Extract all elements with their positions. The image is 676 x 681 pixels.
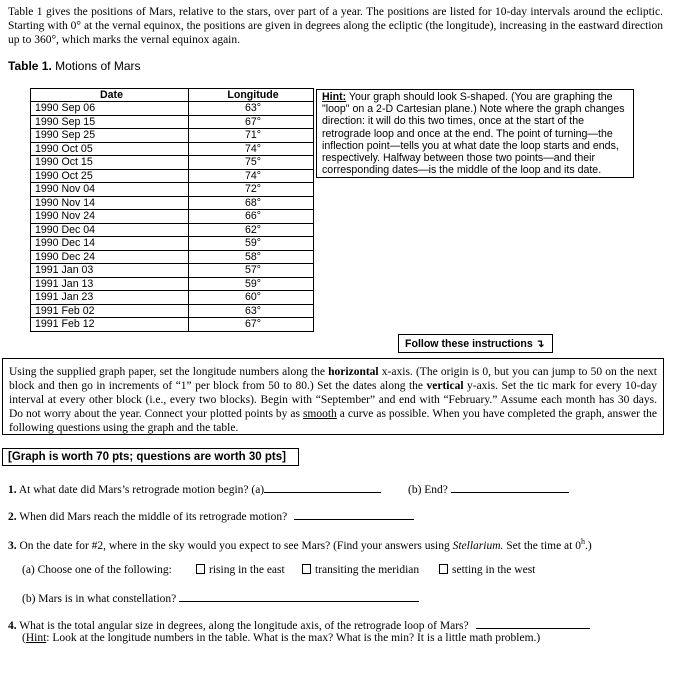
date-cell: 1990 Sep 06 [31,102,189,116]
question-4-hint [22,631,672,645]
question-3-text-3: .) [584,539,592,552]
longitude-cell: 67° [189,318,314,332]
date-cell: 1990 Dec 24 [31,250,189,264]
longitude-cell: 60° [189,291,314,305]
table-row [31,277,314,291]
date-cell: 1990 Sep 15 [31,115,189,129]
answer-line-3b[interactable] [179,590,419,602]
question-2-number: 2. [8,511,17,523]
table-row [31,183,314,197]
table-title [8,59,141,73]
answer-line-2[interactable] [294,508,414,520]
date-cell: 1991 Feb 02 [31,304,189,318]
table-header-row [31,89,314,102]
intro-paragraph: Table 1 gives the positions of Mars, relative to the stars, over part of a year. The positions are listed for 10-day intervals around the ecliptic. Starting with 0° at the vernal equinox, the positions are given in degrees along the ecliptic (the longitude), increasing in the eastward direction up to 360°, which marks the vernal equinox again. [8,6,663,46]
table-row [31,304,314,318]
question-3-text-2: Set the time at 0 [503,539,581,552]
longitude-cell: 66° [189,210,314,224]
checkbox-setting[interactable] [439,564,448,574]
question-4-text: What is the total angular size in degrees, along the longitude axis, of the retrograde loop of Mars? [19,620,469,632]
question-3b-label: (b) Mars is in what constellation? [22,593,177,605]
table-row [31,169,314,183]
table-title-text: Motions of Mars [51,59,141,73]
table-row [31,196,314,210]
question-1-end-label: (b) End? [408,484,448,496]
instructions-box [2,358,664,435]
question-2-text: When did Mars reach the middle of its retrograde motion? [19,511,288,523]
table-title-number: Table 1. [8,59,52,73]
instructions-text-4: a curve as possible. When you have completed the graph, answer the following questions using the graph and the table. [9,408,657,434]
option-rising[interactable] [196,563,285,577]
question-4-number: 4. [8,620,17,632]
longitude-cell: 75° [189,156,314,170]
option-setting-label: setting in the west [452,564,536,576]
instructions-text-1: Using the supplied graph paper, set the longitude numbers along the [9,366,329,378]
column-header-date: Date [31,89,189,102]
question-1-text: At what date did Mars’s retrograde motion begin? (a) [18,484,265,496]
follow-instructions-box: Follow these instructions ↴ [398,334,553,353]
option-transiting[interactable] [302,563,419,577]
checkbox-transiting[interactable] [302,564,311,574]
hint-label: Hint: [322,91,347,103]
date-cell: 1990 Dec 14 [31,237,189,251]
date-cell: 1991 Jan 13 [31,277,189,291]
longitude-cell: 58° [189,250,314,264]
table-row [31,264,314,278]
instructions-horizontal: horizontal [328,366,379,378]
points-worth-box: [Graph is worth 70 pts; questions are worth 30 pts] [2,448,299,466]
option-transiting-label: transiting the meridian [315,564,420,576]
date-cell: 1990 Nov 24 [31,210,189,224]
question-3a-label: (a) Choose one of the following: [22,564,172,576]
date-cell: 1990 Sep 25 [31,129,189,143]
date-cell: 1990 Dec 04 [31,223,189,237]
longitude-cell: 63° [189,304,314,318]
question-3 [8,535,673,553]
table-row [31,102,314,116]
instructions-smooth: smooth [302,408,337,420]
date-cell: 1990 Oct 15 [31,156,189,170]
option-rising-label: rising in the east [209,564,285,576]
longitude-cell: 68° [189,196,314,210]
date-cell: 1991 Feb 12 [31,318,189,332]
question-3-stellarium: Stellarium. [452,539,504,552]
table-body [31,102,314,332]
column-header-longitude: Longitude [189,89,314,102]
question-4-hint-paren: ( [22,632,26,644]
question-4-hint-text: : Look at the longitude numbers in the table. What is the max? What is the min? It is a little math problem.) [46,632,541,644]
table-row [31,156,314,170]
question-3b [22,590,672,606]
answer-line-1a[interactable] [264,481,381,493]
mars-positions-table [30,88,314,332]
table-row [31,237,314,251]
question-3-number: 3. [8,539,17,552]
table-row [31,223,314,237]
table-row [31,210,314,224]
longitude-cell: 72° [189,183,314,197]
table-row [31,318,314,332]
longitude-cell: 59° [189,237,314,251]
table-row [31,291,314,305]
option-setting[interactable] [439,563,535,577]
table-row [31,115,314,129]
table-row [31,129,314,143]
table-row [31,142,314,156]
answer-line-1b[interactable] [451,481,569,493]
question-2 [8,508,668,524]
date-cell: 1990 Nov 14 [31,196,189,210]
date-cell: 1991 Jan 23 [31,291,189,305]
longitude-cell: 62° [189,223,314,237]
longitude-cell: 59° [189,277,314,291]
hint-box [316,89,634,178]
date-cell: 1990 Nov 04 [31,183,189,197]
date-cell: 1990 Oct 05 [31,142,189,156]
hint-text: Your graph should look S-shaped. (You are graphing the "loop" on a 2-D Cartesian plane.) Note where the graph changes direction: it will do this two times, once at the start of the retrograde loop and once at the end. The point of turning—the inflection point—tells you at what date the loop starts and ends, respectively. Halfway between those two points—and their corresponding dates—is the middle of the loop and its date. [322,91,625,177]
instructions-vertical: vertical [426,380,464,392]
longitude-cell: 71° [189,129,314,143]
longitude-cell: 63° [189,102,314,116]
question-1 [8,481,668,497]
question-3-sup: h [580,537,585,546]
longitude-cell: 57° [189,264,314,278]
instructions-text-3: y-axis. Set the tic mark for every 10-day interval at every other block (i.e., every two blocks). Begin with “September” and end with “February.” Assume each month has 30 days. Do not worry about the year. Connect your plotted points by as [9,380,657,420]
longitude-cell: 67° [189,115,314,129]
date-cell: 1990 Oct 25 [31,169,189,183]
longitude-cell: 74° [189,169,314,183]
instructions-text-2: x-axis. (The origin is 0, but you can jump to 50 on the next block and then go in increments of “1” per block from 50 to 80.) Set the dates along the [9,366,657,392]
checkbox-rising[interactable] [196,564,205,574]
date-cell: 1991 Jan 03 [31,264,189,278]
question-4-hint-label: Hint [25,632,47,644]
question-1-number: 1. [8,484,17,496]
longitude-cell: 74° [189,142,314,156]
question-3a [22,563,672,577]
answer-line-4[interactable] [476,617,590,629]
question-3-text: On the date for #2, where in the sky would you expect to see Mars? (Find your answers using [19,539,453,552]
table-row [31,250,314,264]
